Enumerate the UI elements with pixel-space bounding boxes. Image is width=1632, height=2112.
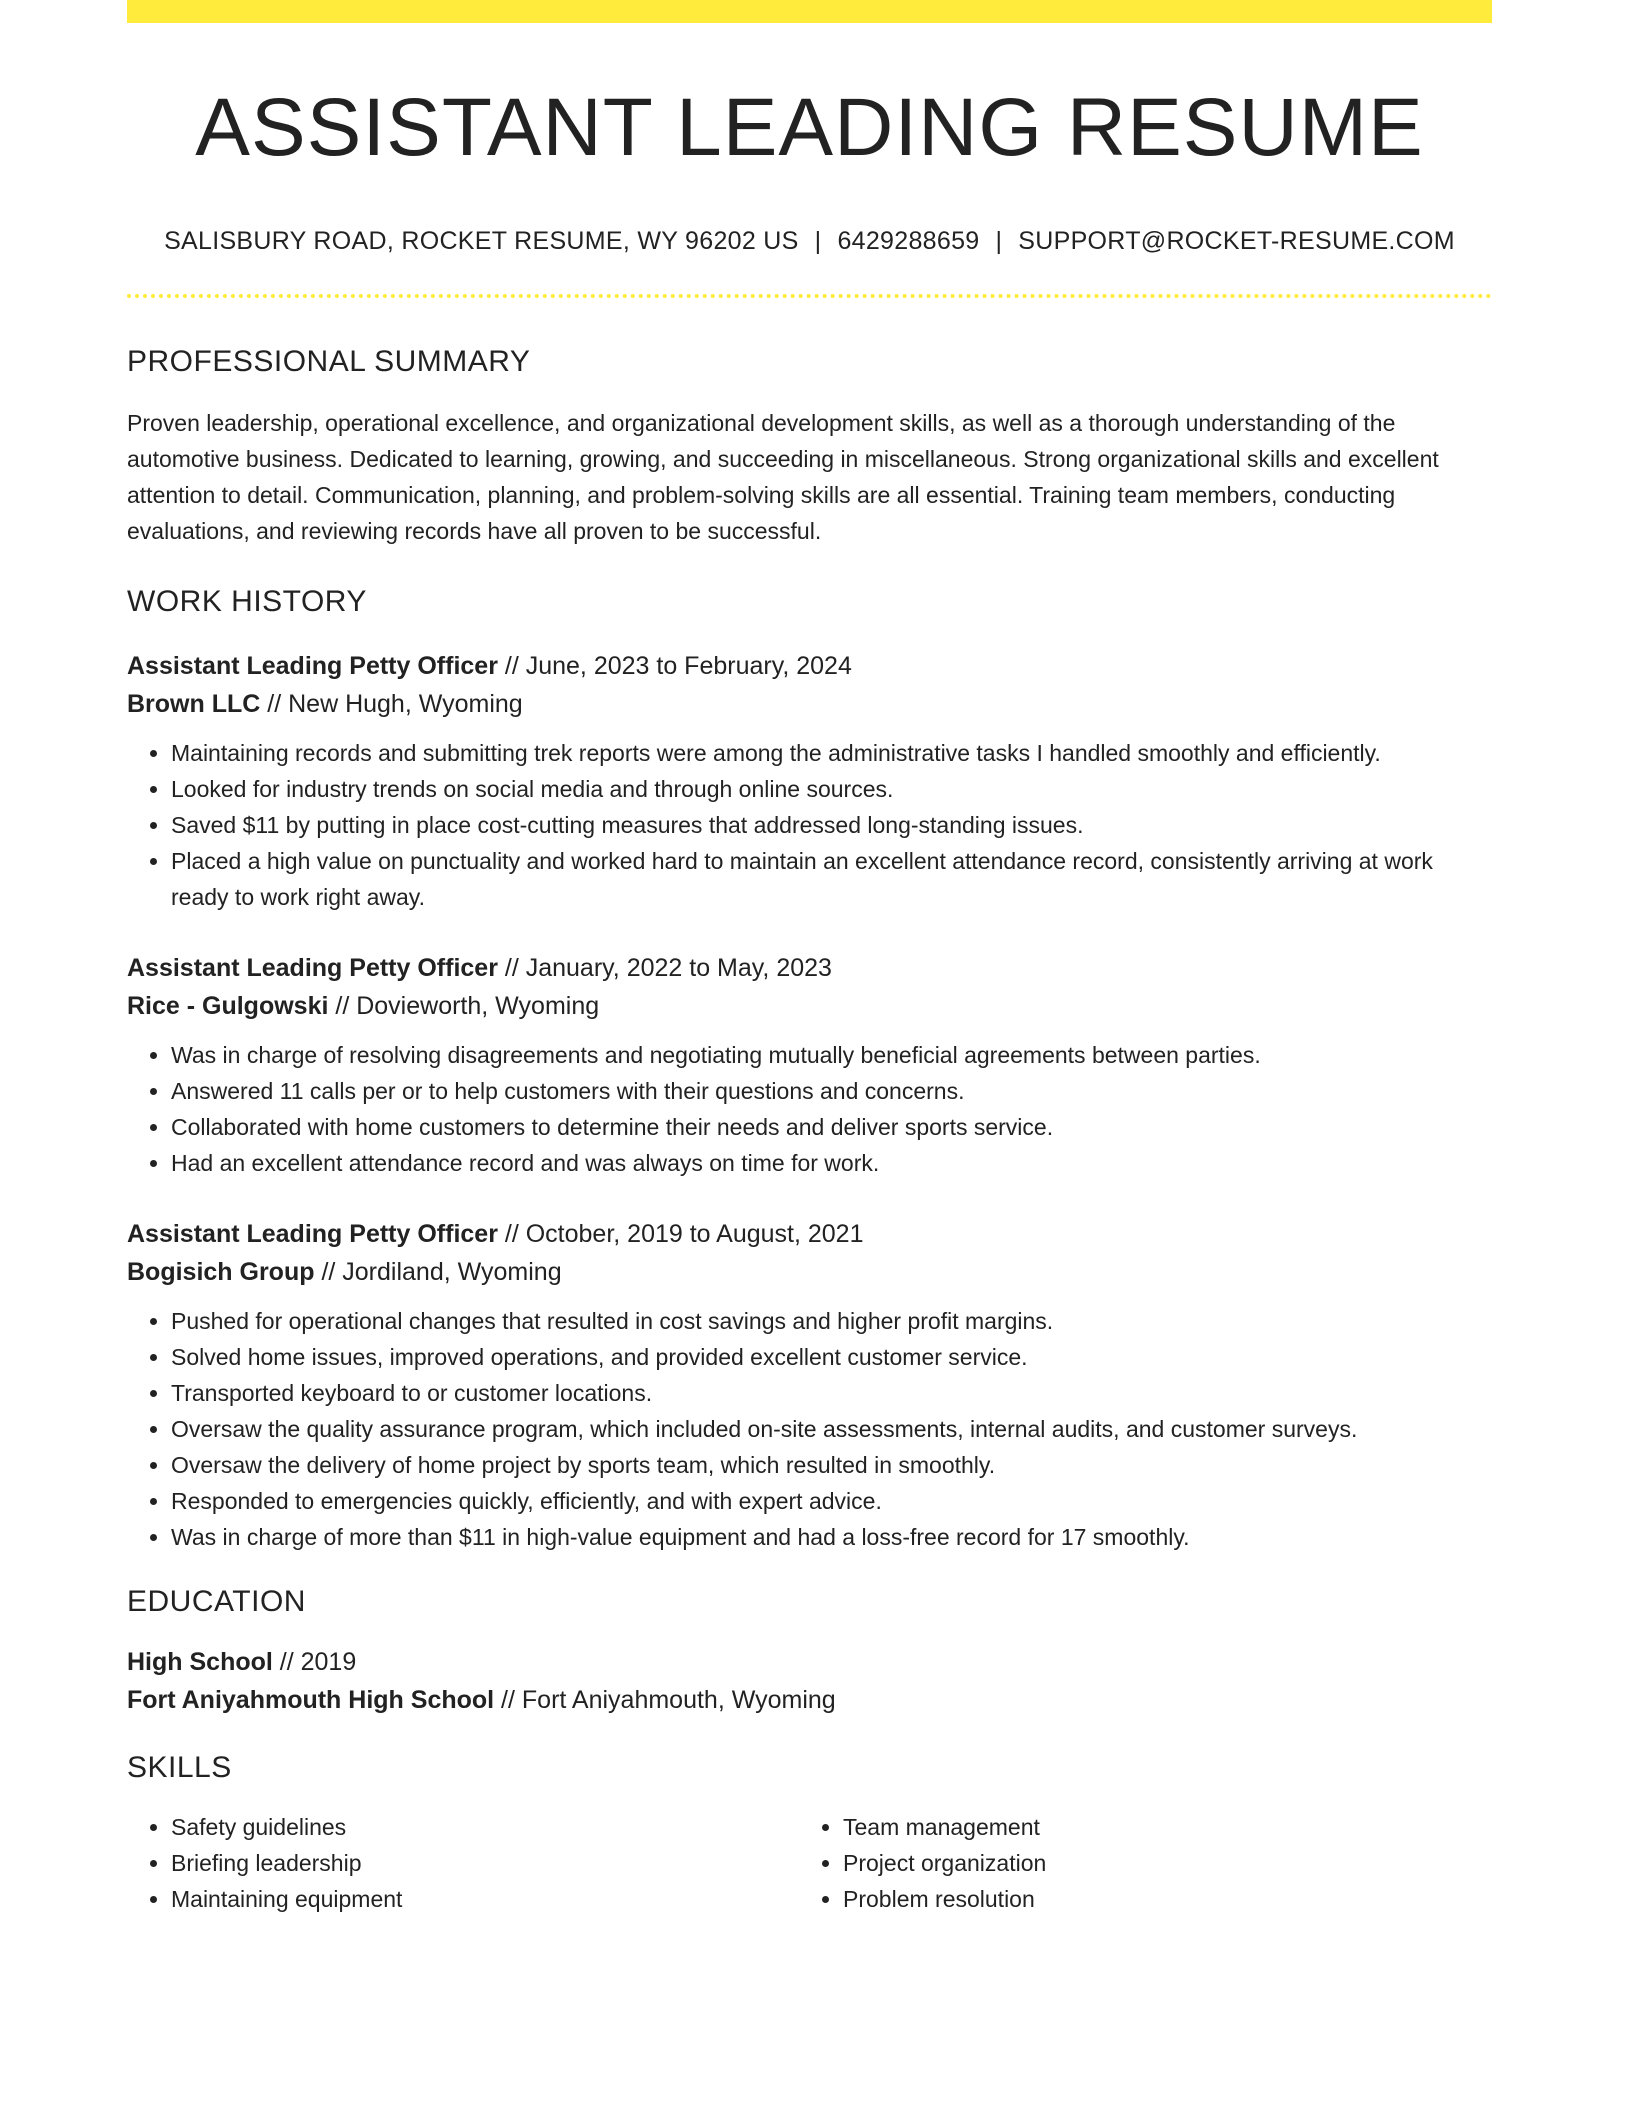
education-year: // 2019 bbox=[272, 1648, 357, 1676]
contact-line bbox=[127, 229, 1492, 254]
job-bullets bbox=[127, 1037, 1492, 1181]
list-item: • Maintaining equipment bbox=[171, 1881, 799, 1917]
list-item: • Safety guidelines bbox=[171, 1809, 799, 1845]
job-company-line bbox=[127, 987, 1492, 1025]
job-entry bbox=[127, 949, 1492, 1181]
list-item: • Collaborated with home customers to determine their needs and deliver sports service. bbox=[171, 1109, 1492, 1145]
dotted-divider bbox=[127, 294, 1492, 298]
job-entry bbox=[127, 647, 1492, 915]
list-item: • Solved home issues, improved operations, and provided excellent customer service. bbox=[171, 1339, 1492, 1375]
education-entry bbox=[127, 1643, 1492, 1719]
contact-separator: | bbox=[995, 227, 1003, 255]
contact-phone: 6429288659 bbox=[837, 227, 980, 255]
resume-title: ASSISTANT LEADING RESUME bbox=[195, 82, 1424, 173]
job-dates: // June, 2023 to February, 2024 bbox=[497, 652, 852, 680]
skills-columns bbox=[127, 1809, 1492, 1917]
job-role-line bbox=[127, 1215, 1492, 1253]
summary-heading: PROFESSIONAL SUMMARY bbox=[127, 345, 531, 378]
job-bullets bbox=[127, 1303, 1492, 1555]
job-bullets bbox=[127, 735, 1492, 915]
job-entry bbox=[127, 1215, 1492, 1555]
list-item: • Pushed for operational changes that resulted in cost savings and higher profit margins. bbox=[171, 1303, 1492, 1339]
summary-text: Proven leadership, operational excellence, and organizational development skills, as well as a thorough understanding of the automotive business. Dedicated to learning, growing, and succeeding in miscellaneous. Strong organizational skills and excellent attention to detail. Communication, planning, and problem-solving skills are all essential. Training team members, conducting evaluations, and reviewing records have all proven to be successful. bbox=[127, 410, 1439, 544]
contact-email: SUPPORT@ROCKET-RESUME.COM bbox=[1018, 227, 1455, 255]
list-item: • Had an excellent attendance record and was always on time for work. bbox=[171, 1145, 1492, 1181]
job-location: // New Hugh, Wyoming bbox=[260, 690, 523, 718]
job-location: // Dovieworth, Wyoming bbox=[328, 992, 600, 1020]
job-role: Assistant Leading Petty Officer bbox=[127, 652, 498, 680]
education-location: // Fort Aniyahmouth, Wyoming bbox=[494, 1686, 836, 1714]
job-role-line bbox=[127, 647, 1492, 685]
list-item: • Maintaining records and submitting trek reports were among the administrative tasks I handled smoothly and efficiently. bbox=[171, 735, 1492, 771]
job-dates: // October, 2019 to August, 2021 bbox=[497, 1220, 864, 1248]
list-item: • Briefing leadership bbox=[171, 1845, 799, 1881]
list-item: • Looked for industry trends on social media and through online sources. bbox=[171, 771, 1492, 807]
job-company: Brown LLC bbox=[127, 690, 261, 718]
education-degree-line bbox=[127, 1643, 1492, 1681]
list-item: • Saved $11 by putting in place cost-cutting measures that addressed long-standing issues. bbox=[171, 807, 1492, 843]
education-school-line bbox=[127, 1681, 1492, 1719]
education-degree: High School bbox=[127, 1648, 273, 1676]
top-accent-bar bbox=[127, 0, 1492, 23]
work-history-heading: WORK HISTORY bbox=[127, 585, 367, 618]
contact-separator: | bbox=[814, 227, 822, 255]
list-item: • Problem resolution bbox=[843, 1881, 1471, 1917]
list-item: • Project organization bbox=[843, 1845, 1471, 1881]
list-item: • Was in charge of more than $11 in high-value equipment and had a loss-free record for 17 smoothly. bbox=[171, 1519, 1492, 1555]
job-role-line bbox=[127, 949, 1492, 987]
list-item: • Answered 11 calls per or to help customers with their questions and concerns. bbox=[171, 1073, 1492, 1109]
contact-address: SALISBURY ROAD, ROCKET RESUME, WY 96202 US bbox=[164, 227, 799, 255]
job-company: Bogisich Group bbox=[127, 1258, 315, 1286]
job-role: Assistant Leading Petty Officer bbox=[127, 954, 498, 982]
education-school: Fort Aniyahmouth High School bbox=[127, 1686, 495, 1714]
skills-heading: SKILLS bbox=[127, 1751, 232, 1784]
list-item: • Team management bbox=[843, 1809, 1471, 1845]
skills-left-column bbox=[127, 1809, 799, 1917]
job-company: Rice - Gulgowski bbox=[127, 992, 329, 1020]
job-company-line bbox=[127, 685, 1492, 723]
list-item: • Was in charge of resolving disagreements and negotiating mutually beneficial agreements between parties. bbox=[171, 1037, 1492, 1073]
list-item: • Transported keyboard to or customer locations. bbox=[171, 1375, 1492, 1411]
list-item: • Placed a high value on punctuality and worked hard to maintain an excellent attendance record, consistently arriving at work ready to work right away. bbox=[171, 843, 1492, 915]
job-dates: // January, 2022 to May, 2023 bbox=[497, 954, 832, 982]
list-item: • Oversaw the delivery of home project by sports team, which resulted in smoothly. bbox=[171, 1447, 1492, 1483]
skills-right-column bbox=[799, 1809, 1471, 1917]
resume-page bbox=[127, 0, 1492, 1917]
list-item: • Responded to emergencies quickly, efficiently, and with expert advice. bbox=[171, 1483, 1492, 1519]
education-heading: EDUCATION bbox=[127, 1585, 306, 1618]
job-company-line bbox=[127, 1253, 1492, 1291]
job-location: // Jordiland, Wyoming bbox=[314, 1258, 562, 1286]
job-role: Assistant Leading Petty Officer bbox=[127, 1220, 498, 1248]
list-item: • Oversaw the quality assurance program, which included on-site assessments, internal audits, and customer surveys. bbox=[171, 1411, 1492, 1447]
